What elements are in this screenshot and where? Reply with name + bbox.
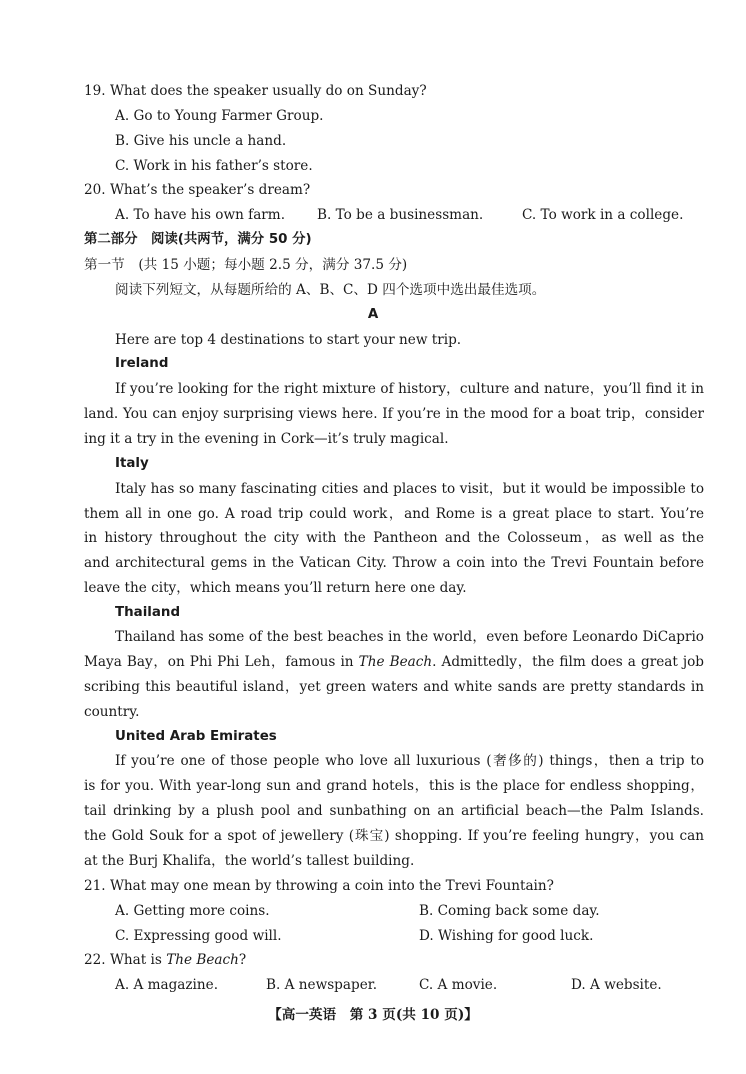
ireland-line-1: If you’re looking for the right mixture of history，culture and nature，you’ll find it in (115, 381, 704, 397)
passage-intro: Here are top 4 destinations to start your new trip. (115, 332, 462, 348)
uae-line-2: is for you. With year-long sun and grand hotels，this is the place for endless shopping， (84, 778, 704, 794)
thailand-heading: Thailand (115, 605, 181, 620)
q20-stem: 20. What’s the speaker’s dream? (84, 182, 311, 198)
q21-option-b: B. Coming back some day. (419, 903, 600, 919)
uae-line-1: If you’re one of those people who love all luxurious (奢侈的) things，then a trip to (115, 753, 704, 769)
q21-option-c: C. Expressing good will. (115, 928, 282, 944)
q22-stem: 22. What is The Beach? (84, 952, 247, 968)
q19-option-b: B. Give his uncle a hand. (115, 133, 287, 149)
q22-option-b: B. A newspaper. (266, 977, 378, 993)
passage-letter: A (367, 307, 379, 322)
thailand-line-4: country. (84, 704, 140, 720)
q20-option-c: C. To work in a college. (522, 207, 684, 223)
uae-line-4: the Gold Souk for a spot of jewellery (珠宝) shopping. If you’re feeling hungry，you can (84, 828, 704, 844)
italy-line-2: them all in one go. A road trip could work，and Rome is a great place to start. You’re (84, 506, 704, 522)
q20-option-a: A. To have his own farm. (115, 207, 286, 223)
thailand-line-2: Maya Bay，on Phi Phi Leh，famous in The Beach. Admittedly，the film does a great job (84, 654, 704, 670)
italy-line-1: Italy has so many fascinating cities and places to visit，but it would be impossible to (115, 481, 704, 497)
q20-option-b: B. To be a businessman. (317, 207, 484, 223)
q19-option-c: C. Work in his father’s store. (115, 158, 313, 174)
q22-option-d: D. A website. (571, 977, 662, 993)
uae-line-5: at the Burj Khalifa，the world’s tallest building. (84, 853, 415, 869)
italy-line-5: leave the city，which means you’ll return here one day. (84, 580, 467, 596)
film-title: The Beach (358, 654, 433, 670)
thailand-line-3: scribing this beautiful island，yet green waters and white sands are pretty standards in (84, 679, 704, 695)
ireland-line-2: land. You can enjoy surprising views here. If you’re in the mood for a boat trip，consider (84, 406, 704, 422)
italy-line-4: and architectural gems in the Vatican City. Throw a coin into the Trevi Fountain before (84, 555, 704, 571)
q21-option-a: A. Getting more coins. (115, 903, 270, 919)
q21-stem: 21. What may one mean by throwing a coin into the Trevi Fountain? (84, 878, 554, 894)
q19-stem: 19. What does the speaker usually do on Sunday? (84, 83, 427, 99)
section1-title: 第一节 (共 15 小题；每小题 2.5 分，满分 37.5 分) (84, 257, 408, 273)
uae-heading: United Arab Emirates (115, 729, 277, 744)
q21-option-d: D. Wishing for good luck. (419, 928, 594, 944)
italy-line-3: in history throughout the city with the Pantheon and the Colosseum，as well as the (84, 530, 704, 546)
thailand-line-1: Thailand has some of the best beaches in the world，even before Leonardo DiCaprio (115, 629, 704, 645)
q22-option-a: A. A magazine. (115, 977, 219, 993)
italy-heading: Italy (115, 456, 149, 471)
q19-option-a: A. Go to Young Farmer Group. (115, 108, 324, 124)
q22-option-c: C. A movie. (419, 977, 498, 993)
q22-film-title: The Beach (166, 952, 239, 968)
reading-instruction: 阅读下列短文，从每题所给的 A、B、C、D 四个选项中选出最佳选项。 (115, 282, 546, 298)
ireland-line-3: ing it a try in the evening in Cork—it’s truly magical. (84, 431, 449, 447)
part2-title: 第二部分 阅读(共两节，满分 50 分) (84, 232, 312, 247)
ireland-heading: Ireland (115, 356, 169, 371)
uae-line-3: tail drinking by a plush pool and sunbathing on an artificial beach—the Palm Islands. (84, 803, 704, 819)
page-footer: 【高一英语 第 3 页(共 10 页)】 (268, 1007, 478, 1023)
